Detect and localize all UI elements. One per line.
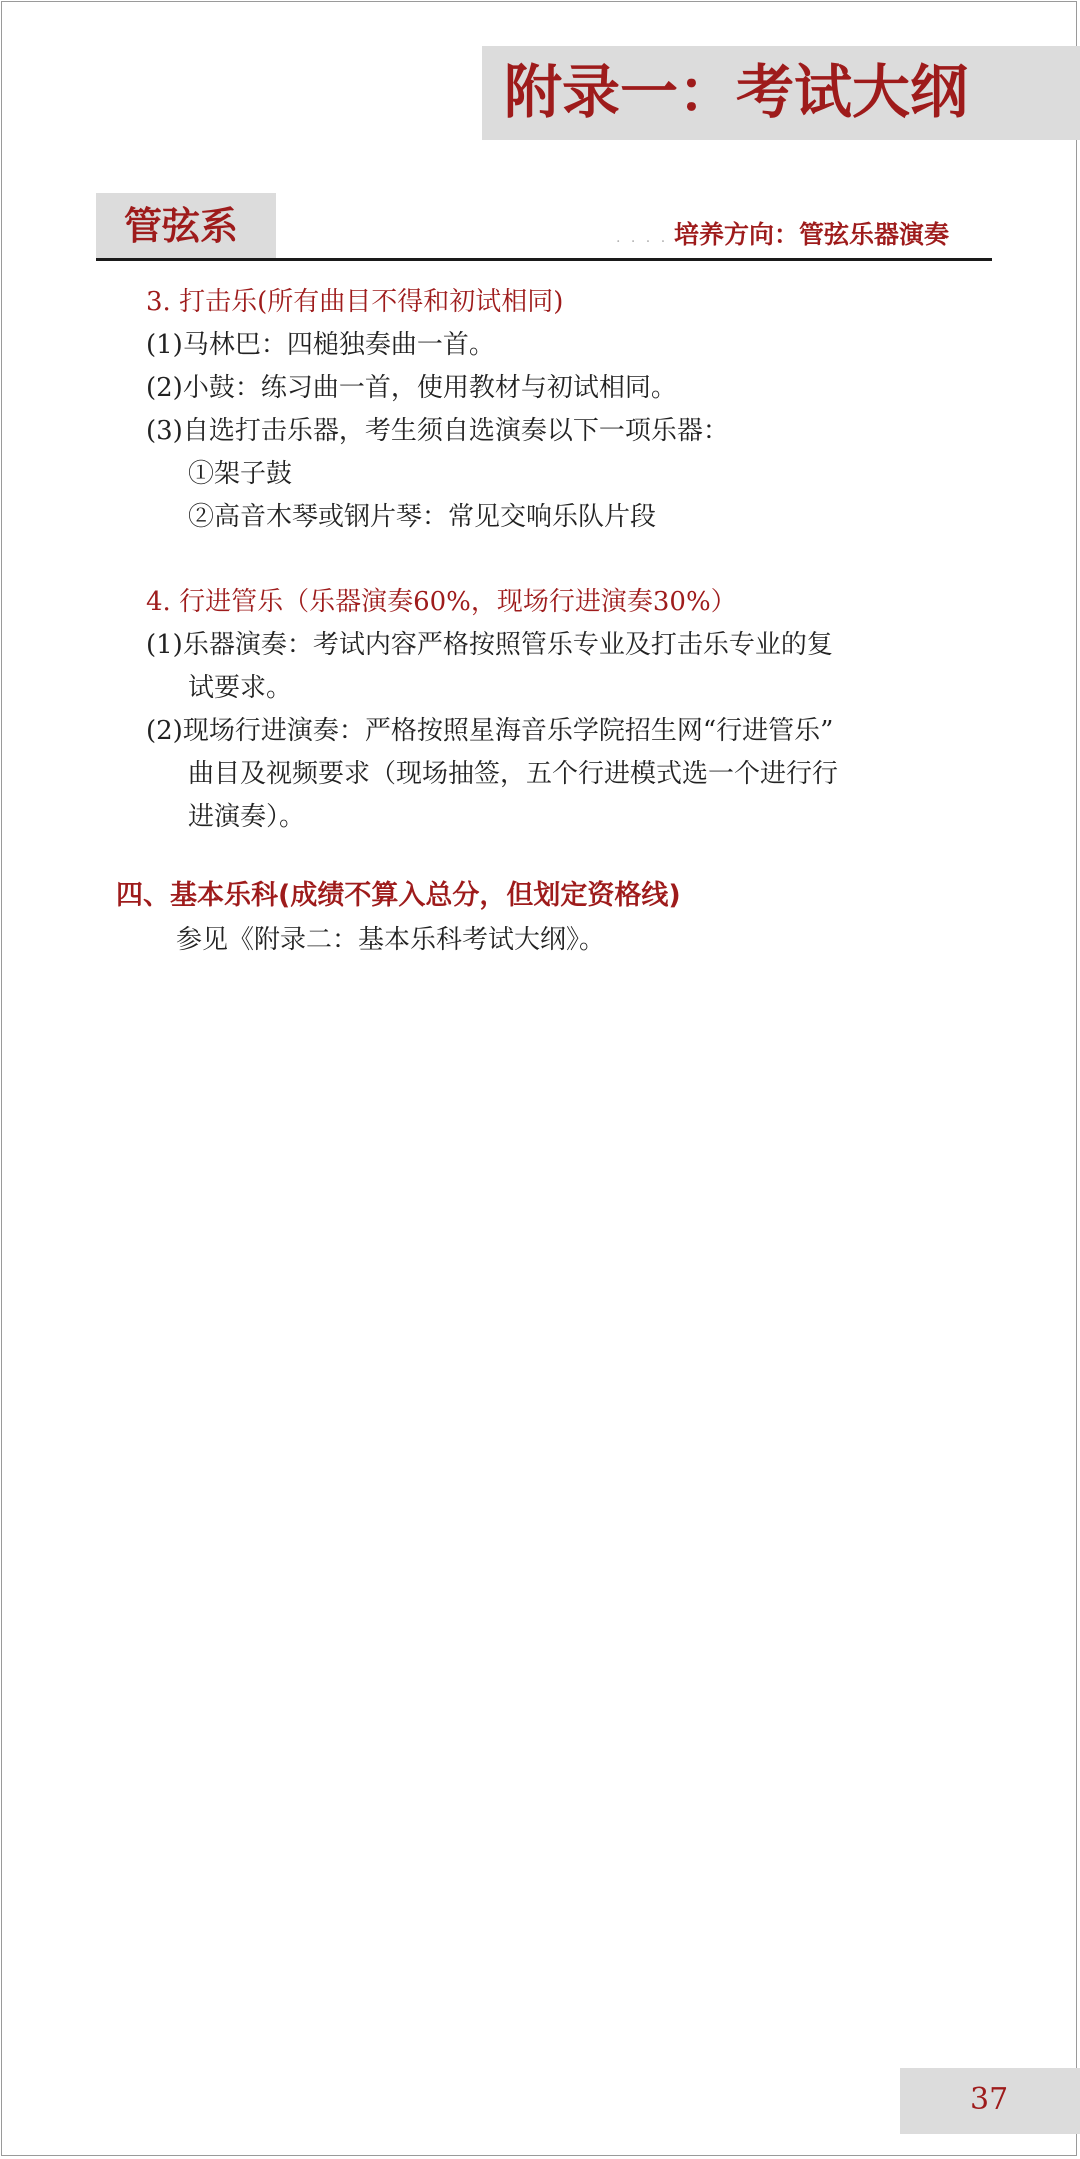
page-title: 附录一：考试大纲 <box>504 58 969 126</box>
training-direction: 培养方向：管弦乐器演奏 <box>674 220 950 249</box>
department-label: 管弦系 <box>124 204 239 248</box>
percussion-item-2: (2)小鼓：练习曲一首，使用教材与初试相同。 <box>146 373 677 403</box>
percussion-heading: 3. 打击乐(所有曲目不得和初试相同) <box>146 287 564 317</box>
page-number: 37 <box>970 2082 1009 2117</box>
percussion-item-1: (1)马林巴：四槌独奏曲一首。 <box>146 330 495 360</box>
theory-reference: 参见《附录二：基本乐科考试大纲》。 <box>176 925 606 955</box>
marching-heading: 4. 行进管乐（乐器演奏60%，现场行进演奏30%） <box>146 587 737 617</box>
percussion-subitem-2: ②高音木琴或钢片琴：常见交响乐队片段 <box>188 502 657 532</box>
page-frame <box>1 1 1077 2156</box>
marching-line-4: 曲目及视频要求（现场抽签，五个行进模式选一个进行行 <box>188 759 839 789</box>
marching-line-3: (2)现场行进演奏：严格按照星海音乐学院招生网“行进管乐” <box>146 716 834 746</box>
marching-line-1: (1)乐器演奏：考试内容严格按照管乐专业及打击乐专业的复 <box>146 630 833 660</box>
marching-line-2: 试要求。 <box>188 673 293 703</box>
leader-dots: . . . . <box>616 230 669 246</box>
percussion-subitem-1: ①架子鼓 <box>188 459 293 489</box>
marching-line-5: 进演奏）。 <box>188 802 306 832</box>
section-divider <box>96 258 992 261</box>
theory-heading: 四、基本乐科(成绩不算入总分，但划定资格线) <box>116 880 681 911</box>
percussion-item-3: (3)自选打击乐器，考生须自选演奏以下一项乐器： <box>146 416 729 446</box>
